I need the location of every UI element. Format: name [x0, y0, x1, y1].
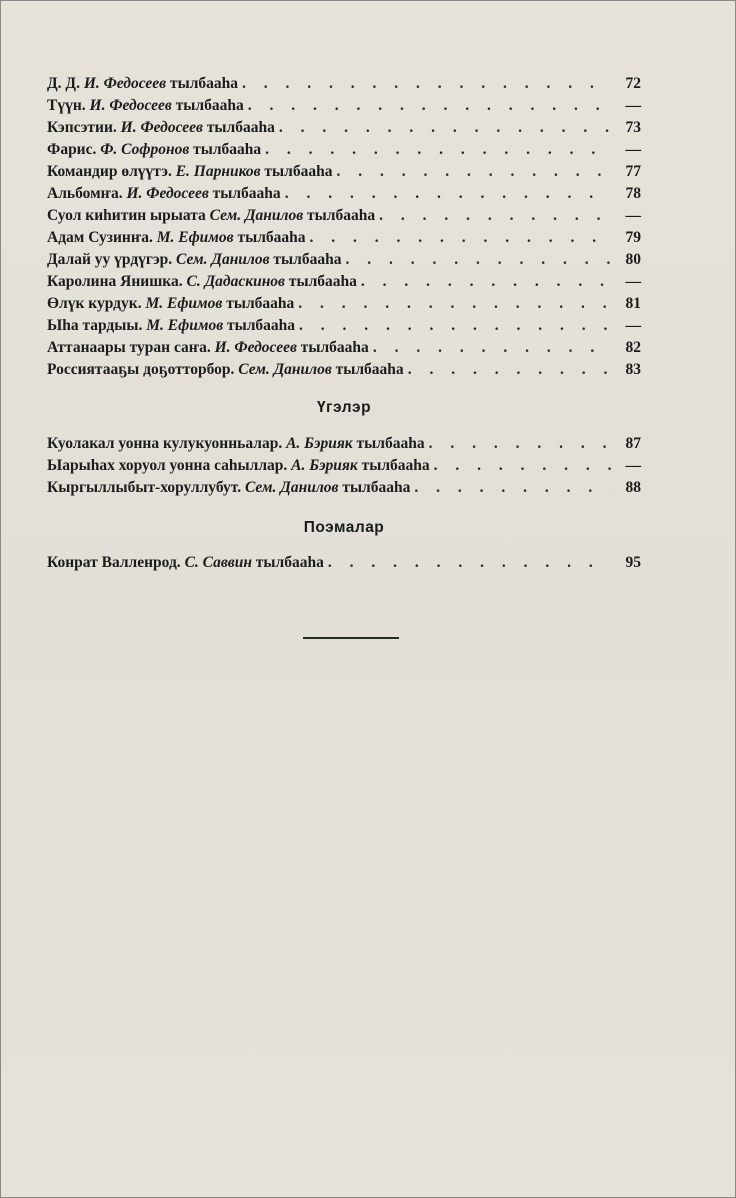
entry-suffix: тылбааһа — [226, 295, 295, 312]
leader-dots — [373, 339, 611, 357]
entry-suffix: тылбааһа — [169, 75, 239, 92]
toc-entry — [47, 119, 641, 141]
entry-page-number: 83 — [625, 361, 641, 378]
entry-translator: Сем. Данилов — [244, 479, 339, 496]
entry-page-number: 73 — [625, 119, 641, 136]
leader-dots — [361, 273, 611, 291]
entry-translator: И. Федосеев — [83, 75, 167, 92]
leader-dots — [242, 75, 611, 93]
entry-translator: Сем. Данилов — [238, 361, 332, 378]
leader-dots — [279, 119, 611, 137]
entry-title-line — [47, 361, 404, 379]
entry-suffix: тылбааһа — [307, 207, 376, 224]
toc-entry — [47, 479, 641, 501]
leader-dots — [328, 554, 611, 572]
entry-translator: И. Федосеев — [89, 97, 172, 114]
entry-title: Адам Сузинҥа. — [47, 229, 153, 246]
leader-dots — [299, 317, 611, 335]
toc-entry — [47, 185, 641, 207]
entry-suffix: тылбааһа — [175, 97, 244, 114]
entry-suffix: тылбааһа — [255, 554, 324, 571]
entry-title-line — [47, 273, 357, 291]
entry-suffix: тылбааһа — [335, 361, 404, 378]
entry-page-number: 88 — [625, 479, 641, 496]
entry-title-line — [47, 295, 294, 313]
entry-title: Суол киһитин ырыата — [47, 207, 206, 224]
entry-page-number: 79 — [625, 229, 641, 246]
entry-suffix: тылбааһа — [356, 435, 425, 452]
leader-dots — [434, 457, 611, 475]
entry-title: Кэпсэтии. — [47, 119, 117, 136]
entry-title: Түүн. — [47, 97, 86, 114]
leader-dots — [248, 97, 611, 115]
entry-suffix: тылбааһа — [288, 273, 357, 290]
entry-title: Кыргыллыбыт-хоруллубут. — [47, 479, 242, 496]
entry-title: Ыарыһах хоруол уонна саһыллар. — [47, 457, 288, 474]
entry-page-number: 77 — [625, 163, 641, 180]
toc-entry — [47, 207, 641, 229]
leader-dots — [265, 141, 611, 159]
entry-translator: А. Бэрияк — [286, 435, 353, 452]
leader-dots — [285, 185, 611, 203]
toc-entry — [47, 554, 641, 576]
entry-page-number: — — [625, 273, 641, 290]
entry-translator: С. Саввин — [184, 554, 252, 571]
toc-entry — [47, 435, 641, 457]
entry-translator: Ф. Софронов — [100, 141, 190, 158]
end-rule — [303, 637, 399, 639]
leader-dots — [408, 361, 611, 379]
toc-entry — [47, 339, 641, 361]
leader-dots — [310, 229, 611, 247]
toc-entry — [47, 295, 641, 317]
entry-title-line — [47, 97, 244, 115]
toc-entry — [47, 141, 641, 163]
entry-page-number: 87 — [625, 435, 641, 452]
entry-title-line — [47, 457, 430, 475]
toc-entry — [47, 97, 641, 119]
entry-translator: М. Ефимов — [146, 317, 224, 334]
entry-page-number: 72 — [625, 75, 641, 92]
entry-title-line — [47, 207, 375, 225]
entry-page-number: — — [625, 207, 641, 224]
entry-suffix: тылбааһа — [206, 119, 275, 136]
entry-translator: М. Ефимов — [156, 229, 234, 246]
entry-translator: А. Бэрияк — [291, 457, 358, 474]
entry-title: Конрат Валленрод. — [47, 554, 181, 571]
entry-title: Д. Д. — [47, 75, 80, 92]
entry-suffix: тылбааһа — [273, 251, 342, 268]
entry-title-line — [47, 317, 295, 335]
entry-translator: С. Дадаскинов — [186, 273, 285, 290]
entry-suffix: тылбааһа — [342, 479, 411, 496]
toc-entry — [47, 457, 641, 479]
entry-title-line — [47, 141, 261, 159]
entry-title-line — [47, 339, 369, 357]
leader-dots — [298, 295, 611, 313]
poems-toc — [47, 75, 641, 383]
leader-dots — [336, 163, 611, 181]
entry-title-line — [47, 119, 275, 137]
section-heading-poemalar: Поэмалар — [303, 519, 385, 536]
entry-title-line — [47, 185, 281, 203]
entry-suffix: тылбааһа — [264, 163, 333, 180]
entry-title-line — [47, 75, 238, 93]
entry-page-number: — — [625, 141, 641, 158]
entry-suffix: тылбааһа — [300, 339, 369, 356]
entry-translator: М. Ефимов — [145, 295, 223, 312]
entry-title: Командир өлүүтэ. — [47, 163, 172, 180]
toc-entry — [47, 317, 641, 339]
entry-translator: Сем. Данилов — [176, 251, 270, 268]
toc-entry — [47, 273, 641, 295]
entry-translator: И. Федосеев — [214, 339, 297, 356]
poemalar-toc — [47, 554, 641, 576]
entry-page-number: 80 — [625, 251, 641, 268]
entry-title-line — [47, 435, 425, 453]
entry-title-line — [47, 229, 306, 247]
leader-dots — [379, 207, 611, 225]
entry-suffix: тылбааһа — [212, 185, 281, 202]
entry-title: Өлүк курдук. — [47, 295, 142, 312]
leader-dots — [345, 251, 611, 269]
entry-title: Каролина Янишка. — [47, 273, 183, 290]
toc-entry — [47, 163, 641, 185]
entry-title: Россиятааҕы доҕотторбор. — [47, 361, 235, 378]
toc-entry — [47, 251, 641, 273]
toc-entry — [47, 361, 641, 383]
entry-title: Альбомҥа. — [47, 185, 123, 202]
leader-dots — [429, 435, 611, 453]
entry-title-line — [47, 554, 324, 572]
entry-title: Куолакал уонна кулукуонньалар. — [47, 435, 283, 452]
entry-title: Аттанаары туран саҥа. — [47, 339, 211, 356]
entry-page-number: 78 — [625, 185, 641, 202]
entry-page-number: — — [625, 97, 641, 114]
entry-suffix: тылбааһа — [237, 229, 306, 246]
entry-page-number: — — [625, 457, 641, 474]
toc-entry — [47, 75, 641, 97]
leader-dots — [414, 479, 611, 497]
entry-title: Фарис. — [47, 141, 97, 158]
entry-page-number: — — [625, 317, 641, 334]
ugelar-toc — [47, 435, 641, 501]
entry-title-line — [47, 479, 410, 497]
entry-translator: Сем. Данилов — [209, 207, 304, 224]
toc-entry — [47, 229, 641, 251]
entry-suffix: тылбааһа — [361, 457, 430, 474]
entry-title-line — [47, 251, 341, 269]
entry-page-number: 81 — [625, 295, 641, 312]
entry-suffix: тылбааһа — [227, 317, 296, 334]
entry-translator: И. Федосеев — [126, 185, 209, 202]
section-heading-ugelar: Үгэлэр — [316, 399, 372, 416]
entry-title: Далай уу үрдүгэр. — [47, 251, 173, 268]
entry-translator: И. Федосеев — [120, 119, 203, 136]
entry-title-line — [47, 163, 332, 181]
entry-page-number: 82 — [625, 339, 641, 356]
entry-page-number: 95 — [625, 554, 641, 571]
entry-title: Ыһа тардыы. — [47, 317, 143, 334]
entry-suffix: тылбааһа — [193, 141, 262, 158]
entry-translator: Е. Парников — [175, 163, 261, 180]
